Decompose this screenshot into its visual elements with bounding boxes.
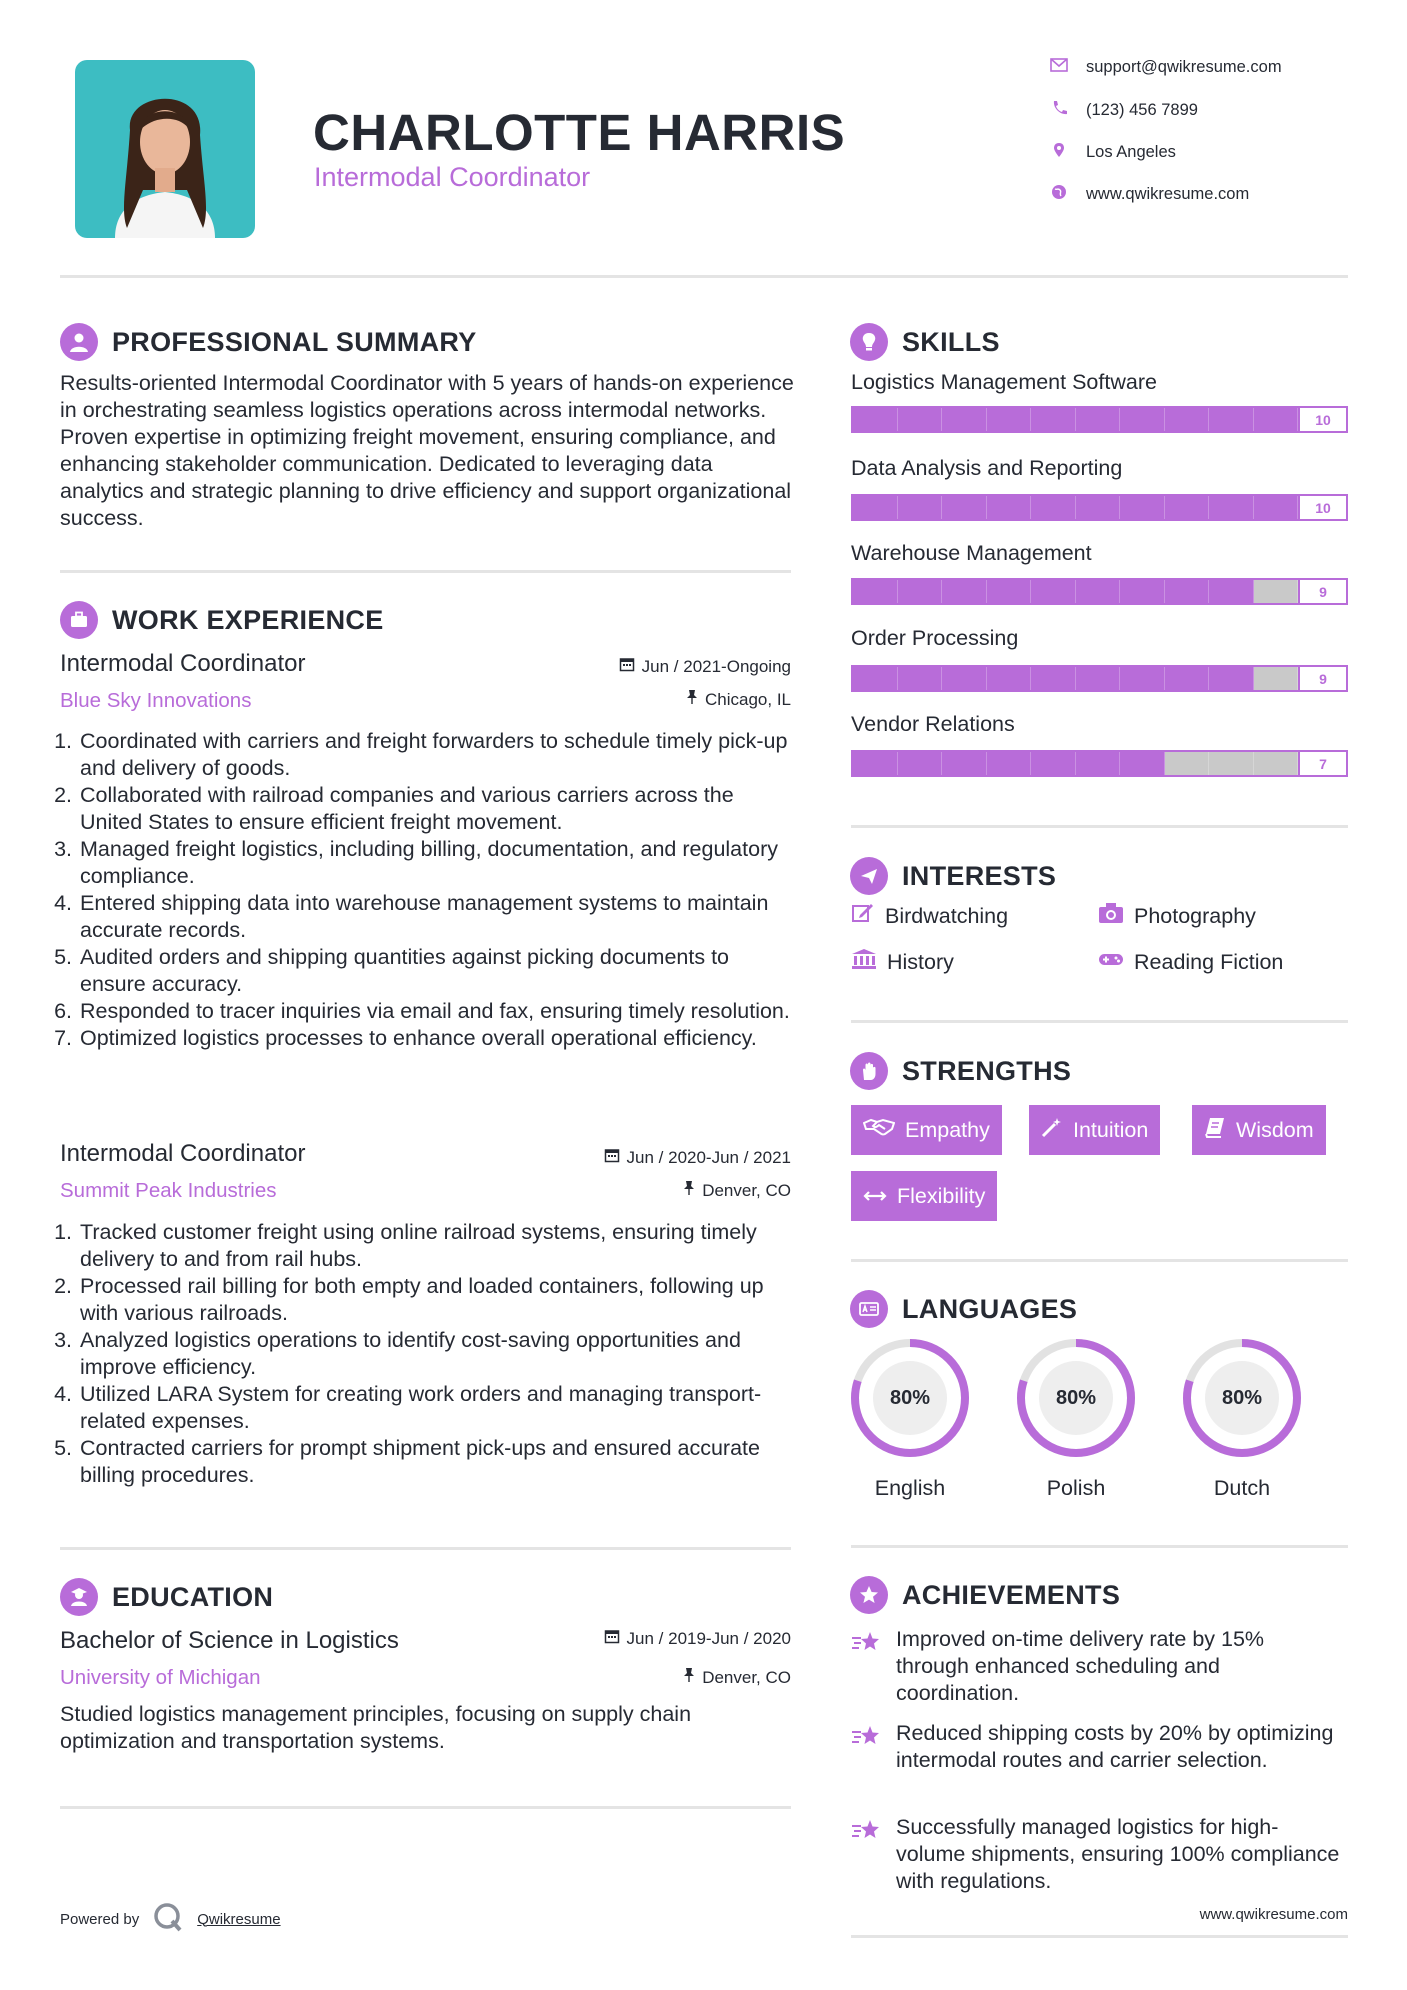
- school-name: University of Michigan: [60, 1666, 261, 1689]
- skill-bar-segment: [1254, 752, 1299, 775]
- candidate-title: Intermodal Coordinator: [314, 162, 591, 192]
- skill-level-bar: [851, 406, 1348, 433]
- language-name: Dutch: [1213, 1476, 1271, 1500]
- skill-bar-segment: [1209, 408, 1254, 431]
- envelope-icon: [1050, 58, 1068, 77]
- lightbulb-icon: [850, 323, 888, 361]
- language-card-icon: [850, 1290, 888, 1328]
- skill-level-value: 7: [1298, 752, 1346, 775]
- magic-wand-icon: [1041, 1116, 1063, 1144]
- footer-website[interactable]: www.qwikresume.com: [1199, 1906, 1348, 1923]
- skill-bar-segment: [1031, 580, 1076, 603]
- qwikresume-link[interactable]: Qwikresume: [197, 1910, 281, 1928]
- skill-level-bar: [851, 494, 1348, 521]
- arrows-horizontal-icon: [863, 1184, 887, 1209]
- skill-bar-segment: [1076, 580, 1121, 603]
- skill-bar-segment: [1165, 667, 1210, 690]
- skill-bar-segment: [1120, 752, 1165, 775]
- language-name: English: [874, 1476, 946, 1500]
- job-dates: Jun / 2020-Jun / 2021: [500, 1147, 791, 1168]
- pin-icon: [683, 1180, 695, 1201]
- star-icon: [850, 1626, 884, 1707]
- summary-text: Results-oriented Intermodal Coordinator with 5 years of hands-on experience in orchestrating seamless logistics operations across intermodal networks. Proven expertise in optimizing freight movement, ensuring compliance, and enhancing stakeholder communication. Dedicated to leveraging data analytics and strategic planning to drive efficiency and support organizational success.: [60, 371, 794, 530]
- hand-icon: [850, 1052, 888, 1090]
- skill-bar-segment: [1254, 580, 1299, 603]
- user-icon: [60, 323, 98, 361]
- skill-bar-segment: [1120, 580, 1165, 603]
- skill-bar-segment: [853, 496, 898, 519]
- interest-photography: Photography: [1098, 902, 1256, 930]
- contact-location: [1050, 142, 1176, 163]
- language-percent: 80%: [873, 1361, 947, 1435]
- skill-bar-segment: [1254, 496, 1299, 519]
- summary-divider: [60, 570, 791, 573]
- skill-level-value: 10: [1298, 496, 1346, 519]
- skill-bar-segment: [853, 752, 898, 775]
- interests-heading: INTERESTS: [850, 857, 1056, 895]
- book-icon: [1204, 1116, 1226, 1144]
- contact-website[interactable]: [1050, 184, 1249, 205]
- skill-name: Logistics Management Software: [851, 370, 1157, 394]
- skill-name: Data Analysis and Reporting: [851, 456, 1123, 480]
- list-item: 7. Optimized logistics processes to enhance overall operational efficiency.: [78, 1025, 795, 1052]
- star-icon: [850, 1814, 884, 1895]
- list-item: 3. Analyzed logistics operations to identify cost-saving opportunities and improve efficiency.: [78, 1327, 795, 1381]
- skill-bar-segment: [1076, 496, 1121, 519]
- skill-bar-segment: [853, 580, 898, 603]
- education-dates: Jun / 2019-Jun / 2020: [500, 1628, 791, 1649]
- skill-bar-segment: [1254, 408, 1299, 431]
- powered-by-label: Powered by: [60, 1910, 140, 1928]
- achievement-item: Improved on-time delivery rate by 15% through enhanced scheduling and coordination.: [850, 1626, 1340, 1707]
- interest-history: History: [851, 948, 954, 976]
- paper-plane-icon: [850, 857, 888, 895]
- language-name: Polish: [1046, 1476, 1106, 1500]
- skill-bar-segment: [898, 496, 943, 519]
- achievement-item: Successfully managed logistics for high-volume shipments, ensuring 100% compliance with regulations.: [850, 1814, 1340, 1895]
- skill-bar-segment: [1120, 496, 1165, 519]
- list-item: 3. Managed freight logistics, including billing, documentation, and regulatory compliance.: [78, 836, 795, 890]
- profile-photo: [75, 60, 255, 238]
- star-icon: [850, 1720, 884, 1774]
- languages-heading: LANGUAGES: [850, 1290, 1077, 1328]
- job-location: Denver, CO: [500, 1180, 791, 1201]
- summary-heading: PROFESSIONAL SUMMARY: [60, 323, 477, 361]
- qwikresume-logo-icon: [153, 1902, 183, 1936]
- briefcase-icon: [60, 601, 98, 639]
- skill-bar-segment: [1076, 408, 1121, 431]
- footer-divider: [851, 1935, 1348, 1938]
- job-dates: Jun / 2021-Ongoing: [500, 656, 791, 677]
- skill-bar-segment: [898, 752, 943, 775]
- language-percent: 80%: [1205, 1361, 1279, 1435]
- calendar-icon: [604, 1628, 620, 1649]
- job-company: Blue Sky Innovations: [60, 689, 252, 712]
- skill-bar-segment: [942, 496, 987, 519]
- skill-level-value: 10: [1298, 408, 1346, 431]
- skill-bar-segment: [1120, 408, 1165, 431]
- language-english: [848, 1336, 972, 1501]
- experience-heading: WORK EXPERIENCE: [60, 601, 384, 639]
- skill-level-value: 9: [1298, 580, 1346, 603]
- list-item: 2. Processed rail billing for both empty and loaded containers, following up with various railroads.: [78, 1273, 795, 1327]
- pin-icon: [683, 1667, 695, 1688]
- strength-tag-intuition: Intuition: [1029, 1105, 1160, 1155]
- skills-heading: SKILLS: [850, 323, 1000, 361]
- skill-bar-segment: [1031, 667, 1076, 690]
- pencil-square-icon: [851, 902, 875, 930]
- skill-level-value: 9: [1298, 667, 1346, 690]
- skill-bar-segment: [898, 580, 943, 603]
- skill-bar-segment: [1209, 752, 1254, 775]
- job-duties-list: [60, 1219, 795, 1489]
- contact-email[interactable]: [1050, 58, 1282, 77]
- skill-bar-segment: [1076, 752, 1121, 775]
- skills-divider: [851, 825, 1348, 828]
- skill-bar-segment: [1031, 496, 1076, 519]
- list-item: 4. Entered shipping data into warehouse management systems to maintain accurate records.: [78, 890, 795, 944]
- strength-tag-wisdom: Wisdom: [1192, 1105, 1326, 1155]
- skill-bar-segment: [1165, 496, 1210, 519]
- contact-phone[interactable]: [1050, 100, 1198, 121]
- skill-bar-segment: [898, 667, 943, 690]
- contact-phone-text: (123) 456 7899: [1086, 101, 1198, 119]
- skill-name: Order Processing: [851, 626, 1019, 650]
- job-duties-list: [60, 728, 795, 1052]
- map-pin-icon: [1050, 142, 1068, 163]
- calendar-icon: [619, 656, 635, 677]
- contact-website-text: www.qwikresume.com: [1086, 185, 1250, 203]
- language-percent: 80%: [1039, 1361, 1113, 1435]
- skill-bar-segment: [942, 408, 987, 431]
- strengths-heading: STRENGTHS: [850, 1052, 1071, 1090]
- skill-bar-segment: [853, 667, 898, 690]
- strengths-divider: [851, 1259, 1348, 1262]
- gamepad-icon: [1098, 948, 1124, 976]
- skill-level-bar: [851, 665, 1348, 692]
- skill-bar-segment: [987, 580, 1032, 603]
- skill-bar-segment: [942, 580, 987, 603]
- powered-by: [60, 1902, 281, 1936]
- graduation-icon: [60, 1578, 98, 1616]
- skill-name: Warehouse Management: [851, 541, 1092, 565]
- skill-name: Vendor Relations: [851, 712, 1015, 736]
- header-divider: [60, 275, 1348, 278]
- skill-bar-segment: [1031, 408, 1076, 431]
- skill-level-bar: [851, 750, 1348, 777]
- skill-bar-segment: [1254, 667, 1299, 690]
- language-polish: [1014, 1336, 1138, 1501]
- skill-level-bar: [851, 578, 1348, 605]
- list-item: 6. Responded to tracer inquiries via email and fax, ensuring timely resolution.: [78, 998, 795, 1025]
- skill-bar-segment: [942, 752, 987, 775]
- skill-bar-segment: [1031, 752, 1076, 775]
- skill-bar-segment: [853, 408, 898, 431]
- skill-bar-segment: [1209, 667, 1254, 690]
- education-divider: [60, 1806, 791, 1809]
- education-heading: EDUCATION: [60, 1578, 273, 1616]
- list-item: 4. Utilized LARA System for creating work orders and managing transport-related expenses.: [78, 1381, 795, 1435]
- handshake-icon: [863, 1117, 895, 1143]
- bank-icon: [851, 948, 877, 976]
- interest-reading-fiction: Reading Fiction: [1098, 948, 1283, 976]
- pin-icon: [686, 689, 698, 710]
- achievements-heading: ACHIEVEMENTS: [850, 1576, 1120, 1614]
- list-item: 1. Coordinated with carriers and freight forwarders to schedule timely pick-up and delivery of goods.: [78, 728, 795, 782]
- calendar-icon: [604, 1147, 620, 1168]
- skill-bar-segment: [1209, 580, 1254, 603]
- list-item: 5. Contracted carriers for prompt shipment pick-ups and ensured accurate billing procedures.: [78, 1435, 795, 1489]
- degree-title: Bachelor of Science in Logistics: [60, 1627, 399, 1654]
- skill-bar-segment: [1165, 580, 1210, 603]
- camera-icon: [1098, 902, 1124, 930]
- contact-location-text: Los Angeles: [1086, 143, 1176, 161]
- star-badge-icon: [850, 1576, 888, 1614]
- skill-bar-segment: [1165, 752, 1210, 775]
- job-title: Intermodal Coordinator: [60, 650, 306, 677]
- language-dutch: [1180, 1336, 1304, 1501]
- skill-bar-segment: [987, 408, 1032, 431]
- contact-email-text: support@qwikresume.com: [1086, 58, 1282, 76]
- education-location: Denver, CO: [500, 1667, 791, 1688]
- skill-bar-segment: [1120, 667, 1165, 690]
- skill-bar-segment: [987, 667, 1032, 690]
- list-item: 5. Audited orders and shipping quantities against picking documents to ensure accuracy.: [78, 944, 795, 998]
- interest-birdwatching: Birdwatching: [851, 902, 1008, 930]
- list-item: 1. Tracked customer freight using online railroad systems, ensuring timely delivery to and from rail hubs.: [78, 1219, 795, 1273]
- skill-bar-segment: [942, 667, 987, 690]
- interests-divider: [851, 1020, 1348, 1023]
- list-item: 2. Collaborated with railroad companies and various carriers across the United States to ensure efficient freight movement.: [78, 782, 795, 836]
- candidate-name: CHARLOTTE HARRIS: [313, 104, 846, 161]
- skill-bar-segment: [1076, 667, 1121, 690]
- globe-icon: [1050, 184, 1068, 205]
- achievement-item: Reduced shipping costs by 20% by optimizing intermodal routes and carrier selection.: [850, 1720, 1340, 1774]
- strength-tag-flexibility: Flexibility: [851, 1171, 997, 1221]
- education-description: Studied logistics management principles, focusing on supply chain optimization and transportation systems.: [60, 1702, 692, 1753]
- strength-tag-empathy: Empathy: [851, 1105, 1002, 1155]
- experience-divider: [60, 1547, 791, 1550]
- job-company: Summit Peak Industries: [60, 1179, 277, 1202]
- phone-icon: [1050, 100, 1068, 121]
- skill-bar-segment: [1209, 496, 1254, 519]
- skill-bar-segment: [898, 408, 943, 431]
- languages-divider: [851, 1545, 1348, 1548]
- job-title: Intermodal Coordinator: [60, 1140, 306, 1167]
- skill-bar-segment: [987, 496, 1032, 519]
- skill-bar-segment: [987, 752, 1032, 775]
- job-location: Chicago, IL: [500, 689, 791, 710]
- skill-bar-segment: [1165, 408, 1210, 431]
